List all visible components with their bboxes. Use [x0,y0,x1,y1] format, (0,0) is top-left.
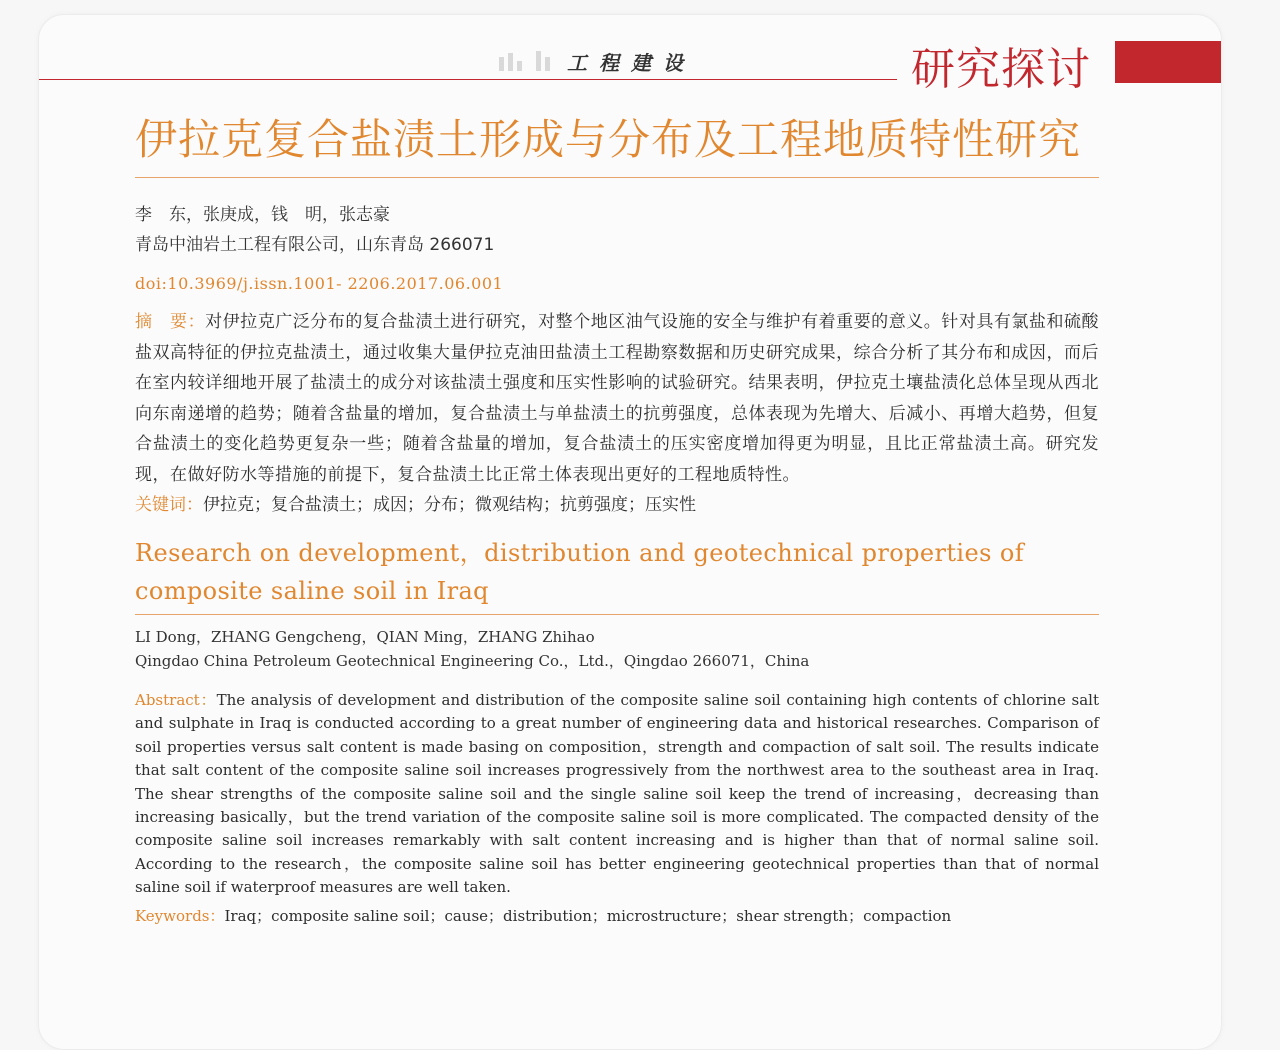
en-authors: LI Dong，ZHANG Gengcheng，QIAN Ming，ZHANG Zhihao [135,628,595,646]
paper-page [38,14,1222,1050]
section-label: 研究探讨 [911,44,1091,95]
en-affiliation: Qingdao China Petroleum Geotechnical Engineering Co.，Ltd.，Qingdao 266071，China [135,652,810,670]
cn-keywords-text: 伊拉克；复合盐渍土；成因；分布；微观结构；抗剪强度；压实性 [203,495,696,515]
title-rule [135,177,1099,178]
cn-title: 伊拉克复合盐渍土形成与分布及工程地质特性研究 [135,115,1082,164]
cn-abstract-label: 摘 要： [135,312,206,332]
en-title-rule [135,614,1099,615]
cn-affiliation: 青岛中油岩土工程有限公司，山东青岛 266071 [135,235,495,255]
en-keywords-text: Iraq；composite saline soil；cause；distribution；microstructure；shear strength；compaction [224,906,952,925]
en-abstract-label: Abstract： [135,691,217,709]
cn-keywords-label: 关键词： [135,495,203,515]
en-abstract [135,689,1099,900]
en-abstract-text: The analysis of development and distribution of the composite saline soil containing high contents of chlorine salt and sulphate in Iraq is conducted according to a great number of engineering data and historical researches. Comparison of soil properties versus salt content is made basing on composition，strength and compaction of salt soil. The results indicate that salt content of the composite saline soil increases progressively from the northwest area to the southeast area in Iraq. The shear strengths of the composite saline soil and the single saline soil keep the trend of increasing，decreasing than increasing basically，but the trend variation of the composite saline soil is more complicated. The compacted density of the composite saline soil increases remarkably with salt content increasing and is higher than that of normal saline soil. According to the research，the composite saline soil has better engineering geotechnical properties than that of normal saline soil if waterproof measures are well taken. [135,691,1099,897]
journal-logo-marks [499,51,550,71]
en-title: Research on development，distribution and geotechnical properties of composite saline soil in Iraq [135,539,1024,605]
cn-abstract-text: 对伊拉克广泛分布的复合盐渍土进行研究，对整个地区油气设施的安全与维护有着重要的意义。针对具有氯盐和硫酸盐双高特征的伊拉克盐渍土，通过收集大量伊拉克油田盐渍土工程勘察数据和历史研究成果，综合分析了其分布和成因，而后在室内较详细地开展了盐渍土的成分对该盐渍土强度和压实性影响的试验研究。结果表明，伊拉克土壤盐渍化总体呈现从西北向东南递增的趋势；随着含盐量的增加，复合盐渍土与单盐渍土的抗剪强度，总体表现为先增大、后减小、再增大趋势，但复合盐渍土的变化趋势更复杂一些；随着含盐量的增加，复合盐渍土的压实密度增加得更为明显，且比正常盐渍土高。研究发现，在做好防水等措施的前提下，复合盐渍土比正常土体表现出更好的工程地质特性。 [135,312,1100,485]
doi: doi:10.3969/j.issn.1001- 2206.2017.06.001 [135,274,504,293]
en-keywords-label: Keywords： [135,906,225,925]
en-keywords [135,904,1099,928]
cn-keywords [135,490,1099,520]
section-bar [1115,41,1221,83]
cn-authors: 李 东，张庚成，钱 明，张志豪 [135,205,390,225]
journal-name: 工程建设 [567,51,695,75]
article-content [135,113,1099,928]
cn-abstract [135,307,1099,490]
header-rule [39,79,897,80]
